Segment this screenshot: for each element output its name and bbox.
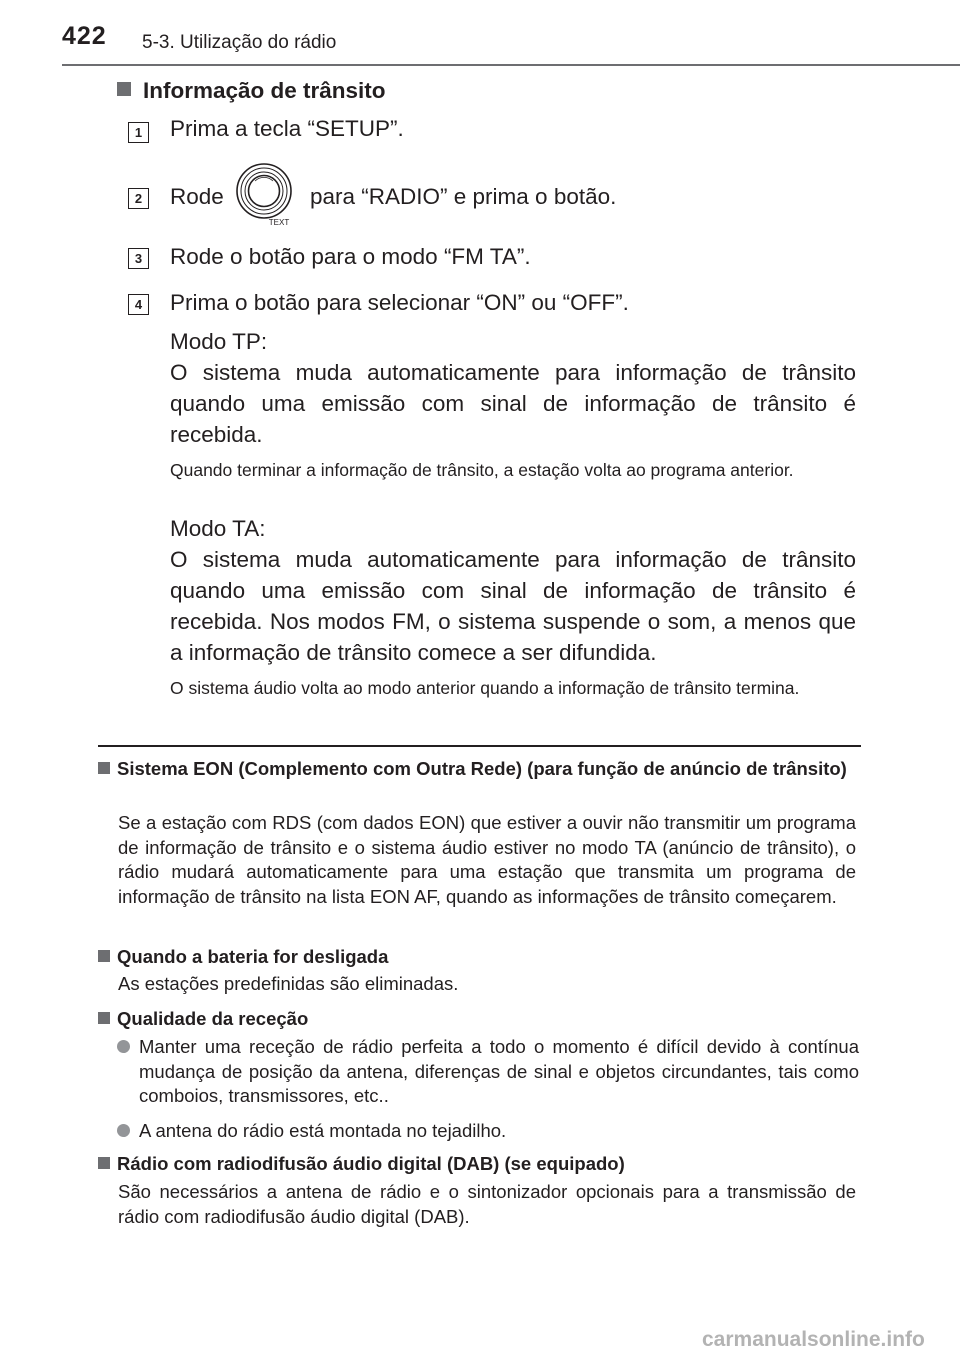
battery-text: As estações predefinidas são eliminadas. [118, 973, 459, 994]
traffic-heading-text: Informação de trânsito [143, 78, 386, 103]
square-bullet-icon [117, 82, 131, 96]
quality-heading-text: Qualidade da receção [117, 1008, 309, 1029]
tune-knob-icon [235, 160, 297, 230]
tp-mode-text: O sistema muda automaticamente para informação de trânsito quando uma emissão com sinal de informação de trânsito é recebida. [170, 360, 856, 447]
step-2-text-before: Rode [170, 184, 224, 209]
eon-heading [98, 756, 860, 781]
square-bullet-icon [98, 762, 110, 774]
battery-heading-text: Quando a bateria for desligada [117, 946, 389, 967]
eon-heading-text: Sistema EON (Complemento com Outra Rede) (para função de anúncio de trânsito) [117, 758, 847, 779]
tp-mode-note: Quando terminar a informação de trânsito, a estação volta ao programa anterior. [170, 460, 794, 480]
dab-heading-text: Rádio com radiodifusão áudio digital (DAB) (se equipado) [117, 1153, 625, 1174]
watermark: carmanualsonline.info [702, 1328, 925, 1351]
step-3-text: Rode o botão para o modo “FM TA”. [170, 244, 531, 269]
ta-mode-label: Modo TA: [170, 516, 266, 541]
battery-heading [98, 944, 860, 969]
dab-text: São necessários a antena de rádio e o sintonizador opcionais para a transmissão de rádio com radiodifusão áudio digital (DAB). [118, 1181, 856, 1227]
square-bullet-icon [98, 950, 110, 962]
section-divider [98, 745, 861, 747]
step-number-4: 4 [128, 294, 149, 315]
eon-text: Se a estação com RDS (com dados EON) que estiver a ouvir não transmitir um programa de informação de trânsito e o sistema áudio estiver no modo TA (anúncio de trânsito), o rádio mudará automaticamente para uma estação que transmita um programa de informação de trânsito na lista EON AF, quando as informações de trânsito começarem. [118, 812, 856, 907]
quality-bullet-1: Manter uma receção de rádio perfeita a todo o momento é difícil devido à contínua mudança de posição da antena, diferenças de sinal e objetos circundantes, tais como comboios, transmissores, etc.. [139, 1036, 859, 1106]
square-bullet-icon [98, 1157, 110, 1169]
knob-label: TEXT [268, 218, 290, 227]
quality-bullet-2: A antena do rádio está montada no tejadilho. [139, 1120, 507, 1141]
step-1-text: Prima a tecla “SETUP”. [170, 116, 404, 141]
dab-heading [98, 1151, 860, 1176]
tp-mode-label: Modo TP: [170, 329, 268, 354]
step-2-text-after: para “RADIO” e prima o botão. [310, 184, 617, 209]
ta-mode-text: O sistema muda automaticamente para informação de trânsito quando uma emissão com sinal de informação de trânsito é recebida. Nos modos FM, o sistema suspende o som, a menos que a informação de trânsito comece a ser difundida. [170, 547, 856, 665]
step-4-text: Prima o botão para selecionar “ON” ou “OFF”. [170, 290, 629, 315]
quality-heading [98, 1006, 860, 1031]
square-bullet-icon [98, 1012, 110, 1024]
list-item [117, 1035, 859, 1109]
step-number-3: 3 [128, 248, 149, 269]
step-number-2: 2 [128, 188, 149, 209]
traffic-heading [117, 78, 386, 104]
page-number: 422 [62, 22, 107, 50]
ta-mode-note: O sistema áudio volta ao modo anterior quando a informação de trânsito termina. [170, 678, 800, 698]
step-number-1: 1 [128, 122, 149, 143]
section-title: 5-3. Utilização do rádio [142, 32, 337, 53]
header-divider [62, 64, 960, 66]
circle-bullet-icon [117, 1124, 130, 1137]
list-item [117, 1119, 859, 1144]
circle-bullet-icon [117, 1040, 130, 1053]
